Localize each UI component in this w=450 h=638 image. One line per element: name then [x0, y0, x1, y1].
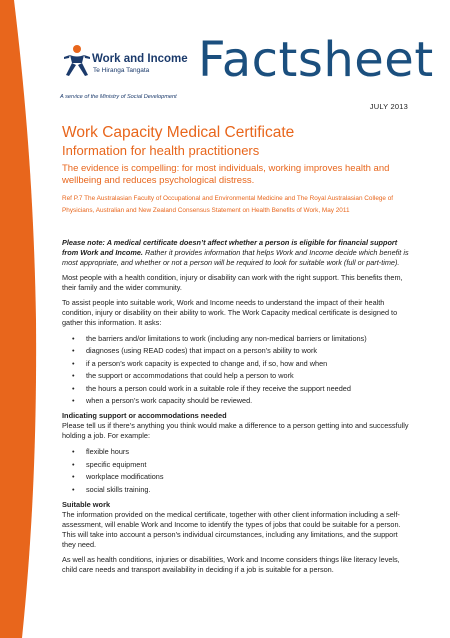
list-item: • the support or accommodations that could help a person to work	[62, 370, 412, 382]
note-italic: Rather it provides information that helps Work and Income decide which benefit is most appropriate, and whether or not a person will be required to look for suitable work (full or part-time).	[62, 248, 409, 267]
list-item: • specific equipment	[62, 459, 412, 471]
suitable-work-heading: Suitable work	[62, 500, 111, 510]
list-item: • flexible hours	[62, 446, 412, 458]
asks-list	[62, 333, 412, 407]
evidence-statement: The evidence is compelling: for most individuals, working improves health and wellbeing and reduces psychological distress.	[62, 163, 390, 186]
list-item: • the barriers and/or limitations to work (including any non-medical barriers or limitations)	[62, 333, 412, 345]
support-heading: Indicating support or accommodations needed	[62, 411, 227, 421]
suitable-work-paragraph-2: As well as health conditions, injuries or disabilities, Work and Income considers things like literacy levels, child care needs and transport availability in deciding if a job is suitable for a person.	[62, 555, 400, 575]
list-item: • the hours a person could work in a suitable role if they receive the support needed	[62, 383, 412, 395]
work-and-income-logo-icon	[60, 43, 94, 83]
service-line: A service of the Ministry of Social Development	[60, 94, 177, 100]
page-subtitle: Information for health practitioners	[62, 143, 260, 158]
note-bold: Please note: A medical certificate doesn’t affect whether a person is eligible for financial support from Work and Income.	[62, 238, 398, 257]
reference-note: Ref P.7 The Australasian Faculty of Occupational and Environmental Medicine and The Royal Australasian College of Physicians, Australian and New Zealand Consensus Statement on Health Benefits of Work, May 2011	[62, 195, 394, 214]
support-paragraph: Please tell us if there’s anything you think would make a difference to a person getting into and successfully holding a job. For example:	[62, 421, 409, 441]
publication-date: JULY 2013	[369, 102, 408, 111]
page-title: Work Capacity Medical Certificate	[62, 124, 295, 141]
list-item: • diagnoses (using READ codes) that impact on a person’s ability to work	[62, 345, 412, 357]
work-and-income-logo	[60, 43, 200, 93]
brand-name: Work and Income	[92, 53, 188, 65]
paragraph-assist: To assist people into suitable work, Work and Income needs to understand the impact of their health condition, injury or disability on their ability to work. The Work Capacity medical certificate is designed to gather this information. It asks:	[62, 298, 398, 327]
list-item: • if a person’s work capacity is expected to change and, if so, how and when	[62, 358, 412, 370]
main-content	[62, 124, 412, 575]
list-item: • when a person’s work capacity should be reviewed.	[62, 395, 412, 407]
brand-subtitle: Te Hiranga Tangata	[93, 67, 150, 74]
doc-type-heading: Factsheet	[198, 32, 434, 88]
list-item: • workplace modifications	[62, 471, 412, 483]
eligibility-note	[62, 238, 412, 268]
support-list	[62, 446, 412, 496]
suitable-work-paragraph-1: The information provided on the medical certificate, together with other client information including a self-assessment, will enable Work and Income to identify the types of jobs that could be suitable for a person. This will take into account a person’s individual circumstances, including any limitations, and the support they need.	[62, 510, 401, 550]
paragraph-benefits: Most people with a health condition, injury or disability can work with the right support. This benefits them, their family and the wider community.	[62, 273, 403, 292]
list-item: • social skills training.	[62, 484, 412, 496]
